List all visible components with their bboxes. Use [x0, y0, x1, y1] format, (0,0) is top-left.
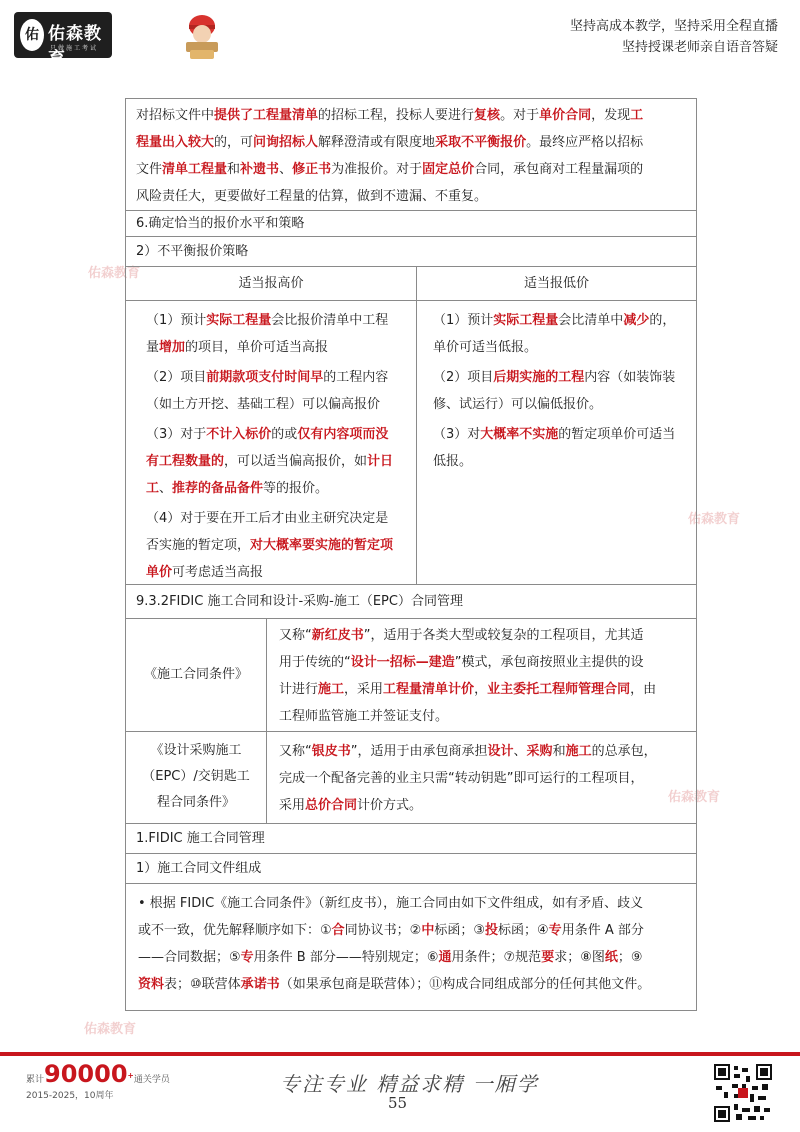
body-text: 的招标工程，投标人要进行: [318, 108, 475, 123]
body-text: 的工程内容: [323, 370, 389, 385]
body-text: 量: [146, 340, 160, 355]
low-items: [433, 307, 688, 475]
body-text: 、: [279, 162, 293, 177]
contract-divider: [266, 619, 267, 824]
slogan-line-2: 坚持授课老师亲自语音答疑: [621, 40, 778, 55]
strategy-item: [146, 505, 408, 586]
text-line: [138, 971, 688, 998]
logo-tagline: 只做施工考试: [50, 45, 99, 52]
highlight-text: 大概率不实施: [480, 427, 559, 442]
highlight-text: 实际工程量: [206, 313, 272, 328]
col-low-header: 适当报低价: [523, 276, 589, 291]
fidic-management-heading: 1.FIDIC 施工合同管理: [136, 831, 265, 846]
highlight-text: 单价合同: [539, 108, 592, 123]
body-text: 的，可: [214, 135, 254, 150]
text-line: [136, 183, 686, 210]
silver-book-row: [126, 732, 696, 824]
body-text: ，发现: [591, 108, 631, 123]
body-text: 的暂定项单价可适当: [558, 427, 676, 442]
highlight-text: 计日: [367, 454, 394, 469]
logo-mark-icon: 佑: [20, 19, 44, 51]
section-6-title: [126, 211, 696, 237]
text-line: [279, 738, 688, 765]
body-text: （2）项目: [433, 370, 494, 385]
body-text: 求；⑧图: [554, 950, 605, 965]
body-text: ”，适用于各类大型或较复杂的工程项目，尤其适: [363, 628, 644, 643]
section-6-heading: 6.确定恰当的报价水平和策略: [136, 216, 305, 231]
highlight-text: 复核: [474, 108, 501, 123]
highlight-text: 新红皮书: [311, 628, 364, 643]
highlight-text: 通: [438, 950, 452, 965]
item-line: [146, 334, 408, 361]
highlight-text: 投: [485, 923, 499, 938]
highlight-text: 银皮书: [311, 744, 351, 759]
mascot-icon: [182, 12, 222, 60]
body-text: 内容（如装饰装: [584, 370, 676, 385]
subsection-1-title: [126, 854, 696, 884]
red-book-label: 《施工合同条件》: [143, 667, 248, 682]
subsection-2-title: [126, 237, 696, 267]
text-line: [279, 765, 688, 792]
page-number: 55: [388, 1094, 408, 1112]
highlight-text: 推荐的备品备件: [172, 481, 264, 496]
body-text: 的项目，单价可适当高报: [185, 340, 329, 355]
body-text: 等的报价。: [263, 481, 329, 496]
item-line: [433, 421, 688, 448]
body-text: 修、试运行）可以偏低报价。: [433, 397, 603, 412]
body-text: 、: [513, 744, 527, 759]
body-text: ”模式，承包商按照业主提供的设: [454, 655, 644, 670]
body-text: （如果承包商是联营体）；⑪构成合同组成部分的任何其他文件。: [279, 977, 651, 992]
item-line: [433, 307, 688, 334]
body-text: 和: [552, 744, 566, 759]
item-line: [146, 532, 408, 559]
highlight-text: 采购: [526, 744, 553, 759]
item-line: [433, 364, 688, 391]
body-text: （3）对: [433, 427, 481, 442]
highlight-text: 施工: [565, 744, 592, 759]
footer-stats: [26, 1060, 170, 1101]
silver-book-text: [279, 738, 688, 819]
body-text: 同协议书；②: [344, 923, 422, 938]
body-text: （1）预计: [146, 313, 207, 328]
high-price-list: [126, 301, 416, 589]
highlight-text: 前期款项支付时间早: [206, 370, 324, 385]
item-line: [433, 391, 688, 418]
highlight-text: 后期实施的工程: [493, 370, 585, 385]
bid-columns-header: [126, 267, 696, 301]
red-book-text: [279, 622, 688, 730]
body-text: 工程师监管施工并签证支付。: [279, 709, 449, 724]
silver-book-description: [267, 732, 696, 819]
header-slogan: [570, 16, 778, 58]
section-1-title: [126, 824, 696, 854]
body-text: （4）对于要在开工后才由业主研究决定是: [146, 511, 389, 526]
silver-book-label: [126, 732, 266, 816]
body-text: 用条件 B 部分——特别规定；⑥: [253, 950, 439, 965]
highlight-text: 问询招标人: [253, 135, 319, 150]
contract-docs-heading: 1）施工合同文件组成: [136, 861, 262, 876]
body-text: 计进行: [279, 682, 319, 697]
highlight-text: 工程量清单计价: [383, 682, 475, 697]
highlight-text: 施工: [318, 682, 345, 697]
column-divider: [416, 267, 417, 585]
body-text: （1）预计: [433, 313, 494, 328]
body-text: 否实施的暂定项，: [146, 538, 251, 553]
fidic-epc-heading: 9.3.2FIDIC 施工合同和设计-采购-施工（EPC）合同管理: [136, 594, 463, 609]
highlight-text: 合: [331, 923, 345, 938]
body-text: 和: [227, 162, 241, 177]
body-text: 用于传统的“: [279, 655, 351, 670]
content-table: [125, 98, 697, 1011]
red-book-row: [126, 619, 696, 732]
text-line: [279, 649, 688, 676]
highlight-text: 专: [240, 950, 254, 965]
body-text: 文件: [136, 162, 163, 177]
body-text: 或不一致，优先解释顺序如下：①: [138, 923, 332, 938]
footer-suffix: 通关学员: [133, 1075, 170, 1085]
body-text: 采用: [279, 798, 306, 813]
highlight-text: 增加: [159, 340, 186, 355]
highlight-text: 修正书: [292, 162, 332, 177]
highlight-text: 对大概率要实施的暂定项: [250, 538, 394, 553]
highlight-text: 要: [541, 950, 555, 965]
body-text: 会比清单中: [558, 313, 624, 328]
high-items: [146, 307, 408, 586]
body-text: 标函；④: [498, 923, 549, 938]
highlight-text: 工: [146, 481, 160, 496]
item-line: [146, 448, 408, 475]
col-high-header: 适当报高价: [238, 276, 304, 291]
slogan-line-1: 坚持高成本教学，坚持采用全程直播: [569, 19, 778, 34]
item-line: [146, 505, 408, 532]
body-text: 计价方式。: [357, 798, 423, 813]
silver-label-line: 《设计采购施工: [150, 743, 242, 758]
body-text: ”，适用于由承包商承担: [350, 744, 488, 759]
text-line: [138, 917, 688, 944]
highlight-text: 设计一招标—建造: [350, 655, 455, 670]
handwritten-signature: 专注专业 精益求精 一厢学: [280, 1072, 539, 1096]
text-line: [279, 792, 688, 819]
body-text: 标函；③: [434, 923, 485, 938]
text-line: [279, 622, 688, 649]
strategy-item: [146, 421, 408, 502]
body-text: 的总承包，: [591, 744, 657, 759]
text-line: [279, 676, 688, 703]
body-text: ；⑨: [617, 950, 643, 965]
highlight-text: 提供了工程量清单: [214, 108, 319, 123]
item-line: [146, 559, 408, 586]
docs-text: [138, 890, 688, 998]
highlight-text: 不计入标价: [206, 427, 272, 442]
highlight-text: 实际工程量: [493, 313, 559, 328]
footer-bar: [0, 1052, 800, 1056]
highlight-text: 中: [421, 923, 435, 938]
item-line: [433, 334, 688, 361]
logo-brand-text: 佑森教育: [48, 24, 102, 69]
strategy-item: [146, 307, 408, 361]
intro-text: [136, 102, 686, 210]
item-line: [146, 364, 408, 391]
low-price-list: [417, 301, 696, 478]
text-line: [136, 129, 686, 156]
red-book-description: [267, 619, 696, 730]
body-text: 低报。: [433, 454, 473, 469]
body-text: 完成一个配备完善的业主只需“转动钥匙”即可运行的工程项目，: [279, 771, 644, 786]
highlight-text: 减少: [623, 313, 650, 328]
strategy-item: [433, 364, 688, 418]
highlight-text: 总价合同: [305, 798, 358, 813]
watermark-logo: 佑森教育: [84, 1022, 137, 1037]
body-text: 对招标文件中: [136, 108, 215, 123]
footer-prefix: 累计: [26, 1075, 45, 1085]
body-text: 。最终应严格以招标: [526, 135, 644, 150]
body-text: 、: [159, 481, 173, 496]
body-text: 会比报价清单中工程: [271, 313, 389, 328]
body-text: ——合同数据；⑤: [138, 950, 241, 965]
body-text: ，可以适当偏高报价，如: [224, 454, 368, 469]
strategy-item: [146, 364, 408, 418]
silver-label-line: （EPC）/交钥匙工: [142, 769, 250, 784]
highlight-text: 专: [548, 923, 562, 938]
text-line: [136, 102, 686, 129]
body-text: 的或: [271, 427, 298, 442]
text-line: [138, 890, 688, 917]
strategy-item: [433, 307, 688, 361]
text-line: [138, 944, 688, 971]
highlight-text: 纸: [604, 950, 618, 965]
footer-count: 90000: [44, 1060, 128, 1088]
watermark-logo: 佑森教育: [88, 266, 141, 281]
body-text: 又称“: [279, 744, 312, 759]
watermark-logo: 佑森教育: [668, 790, 721, 805]
highlight-text: 采取不平衡报价: [435, 135, 527, 150]
item-line: [146, 307, 408, 334]
body-text: 单价可适当低报。: [433, 340, 538, 355]
item-line: [146, 391, 408, 418]
silver-label-line: 程合同条件》: [156, 795, 235, 810]
body-text: 风险责任大，更要做好工程量的估算，做到不遗漏、不重复。: [136, 189, 488, 204]
body-text: 用条件 A 部分: [561, 923, 644, 938]
body-text: 解释澄清或有限度地: [318, 135, 436, 150]
item-line: [433, 448, 688, 475]
text-line: [136, 156, 686, 183]
body-text: • 根据 FIDIC《施工合同条件》（新红皮书），施工合同由如下文件组成，如有矛盾、歧义: [138, 896, 644, 911]
body-text: 表；⑩联营体: [164, 977, 241, 992]
body-text: 合同，承包商对工程量漏项的: [474, 162, 644, 177]
highlight-text: 仅有内容项而没: [297, 427, 389, 442]
docs-paragraph: [126, 884, 696, 1010]
body-text: ，由: [630, 682, 657, 697]
section-932-title: [126, 585, 696, 619]
watermark-logo: 佑森教育: [688, 512, 741, 527]
body-text: （3）对于: [146, 427, 207, 442]
highlight-text: 设计: [487, 744, 514, 759]
body-text: 又称“: [279, 628, 312, 643]
body-text: ，采用: [344, 682, 384, 697]
text-line: [279, 703, 688, 730]
body-text: ，: [474, 682, 488, 697]
strategy-item: [433, 421, 688, 475]
body-text: 为准报价。对于: [331, 162, 423, 177]
footer-plus: +: [127, 1071, 134, 1080]
body-text: （如土方开挖、基础工程）可以偏高报价: [146, 397, 381, 412]
highlight-text: 业主委托工程师管理合同: [487, 682, 631, 697]
highlight-text: 固定总价: [422, 162, 475, 177]
body-text: 。对于: [500, 108, 540, 123]
footer-years: 2015-2025，10周年: [26, 1091, 114, 1101]
qr-code-icon: [714, 1064, 772, 1122]
intro-paragraph: [126, 99, 696, 211]
unbalanced-bid-heading: 2）不平衡报价策略: [136, 244, 249, 259]
bid-columns-body: [126, 301, 696, 585]
body-text: 可考虑适当高报: [172, 565, 264, 580]
highlight-text: 单价: [146, 565, 173, 580]
brand-logo: [14, 12, 112, 69]
highlight-text: 程量出入较大: [136, 135, 215, 150]
item-line: [146, 421, 408, 448]
highlight-text: 清单工程量: [162, 162, 228, 177]
body-text: （2）项目: [146, 370, 207, 385]
highlight-text: 有工程数量的: [146, 454, 225, 469]
body-text: 的，: [649, 313, 676, 328]
item-line: [146, 475, 408, 502]
highlight-text: 资料: [138, 977, 165, 992]
highlight-text: 承诺书: [240, 977, 280, 992]
highlight-text: 补遗书: [240, 162, 280, 177]
highlight-text: 工: [630, 108, 644, 123]
body-text: 用条件；⑦规范: [451, 950, 542, 965]
